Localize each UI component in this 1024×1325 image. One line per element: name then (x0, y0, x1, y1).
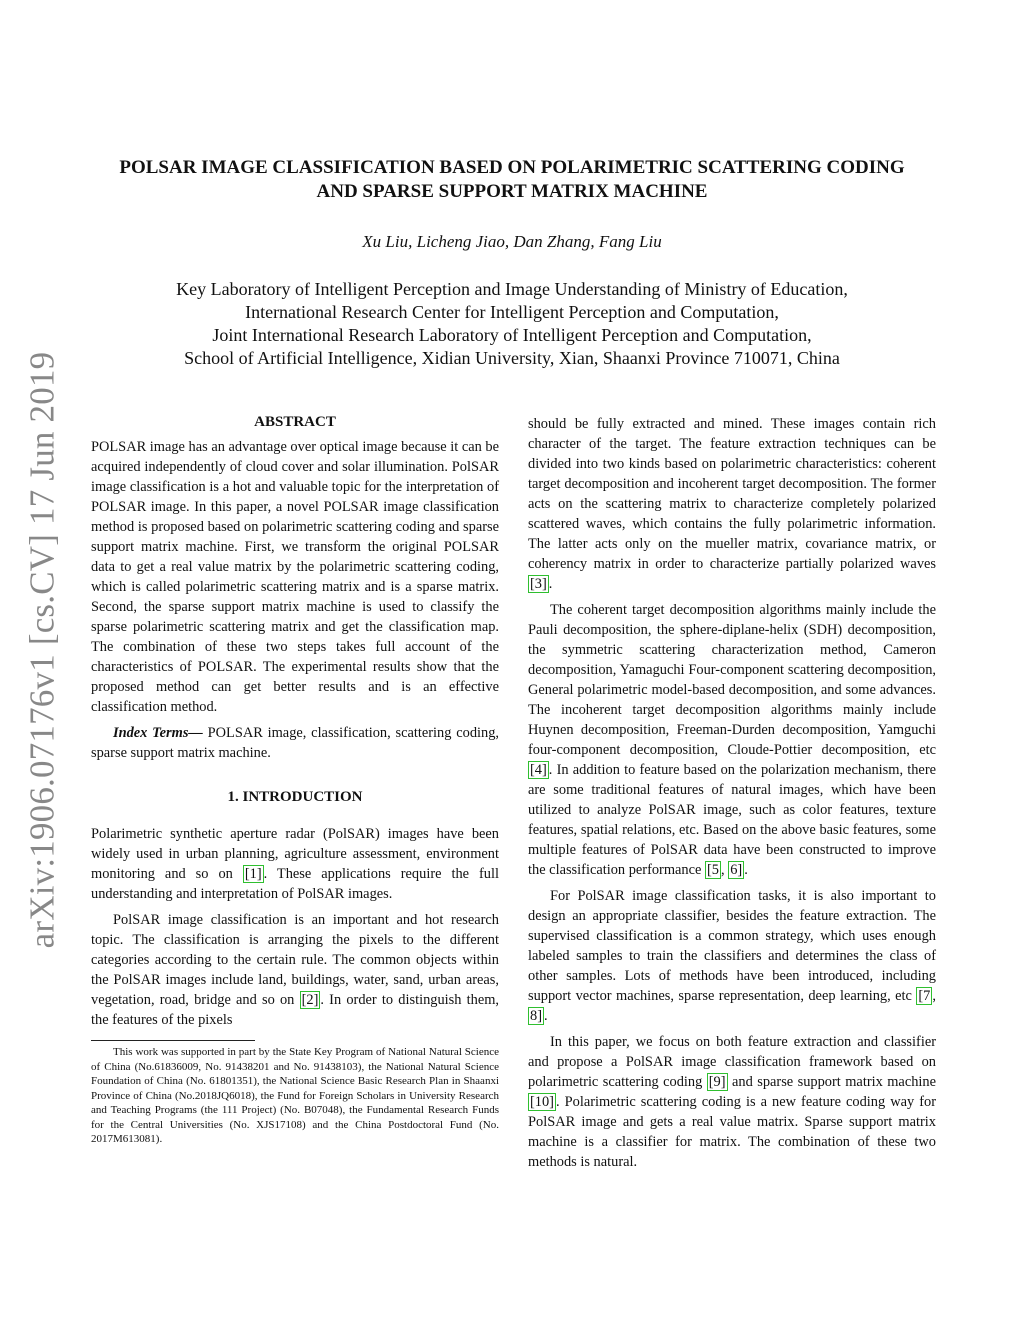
right-p4-end: . Polarimetric scattering coding is a new feature coding way for PolSAR image and gets a real value matrix. Sparse support matrix machine is a classifier for matrix. The combination of these two methods is natural. (528, 1094, 936, 1170)
right-p3-end: . (544, 1008, 548, 1024)
right-paragraph-4 (528, 1032, 936, 1172)
affiliation-line: Key Laboratory of Intelligent Perception and Image Understanding of Ministry of Education, (176, 279, 848, 299)
citation-link[interactable]: [4] (530, 762, 547, 778)
citation-link[interactable]: [7 (918, 988, 931, 1004)
intro-paragraph-1 (91, 824, 499, 904)
index-terms-label: Index Terms— (113, 725, 203, 741)
citation-link[interactable]: [3] (530, 576, 547, 592)
right-p4-text: In this paper, we focus on both feature extraction and classifier and propose a PolSAR image classification framework based on polarimetric scattering coding (528, 1034, 936, 1090)
abstract-heading: ABSTRACT (254, 414, 336, 430)
paper-title (90, 156, 934, 204)
index-terms (91, 723, 499, 763)
citation-link[interactable]: [5 (707, 862, 720, 878)
arxiv-sidebar (12, 340, 72, 960)
arxiv-identifier: arXiv:1906.07176v1 [cs.CV] 17 Jun 2019 (22, 351, 62, 949)
affiliation-line: International Research Center for Intelligent Perception and Computation, (245, 302, 779, 322)
citation-link[interactable]: [9] (708, 1074, 726, 1090)
title-line-1: POLSAR IMAGE CLASSIFICATION BASED ON POLARIMETRIC SCATTERING CODING (119, 157, 905, 178)
title-line-2: AND SPARSE SUPPORT MATRIX MACHINE (316, 181, 708, 202)
affiliation-line: Joint International Research Laboratory of Intelligent Perception and Computation, (212, 325, 812, 345)
right-p3-text: For PolSAR image classification tasks, it is also important to design an appropriate classifier, besides the feature extraction. The supervised classification is a common strategy, which uses enough labeled samples to train the classifiers and determines the class of other samples. Lots of methods have been introduced, including support vector machines, sparse representation, deep learning, etc (528, 888, 936, 1004)
right-paragraph-3: For PolSAR image classification tasks, it is also important to design an appropriate classifier, besides the feature extraction. The supervised classification is a common strategy, which uses enough labeled samples to train the classifiers and determines the class of other samples. Lots of methods have been introduced, including support vector machines, sparse representation, deep learning, etc [7 , 8] . (528, 888, 936, 1024)
right-p4-mid: and sparse support matrix machine (732, 1074, 936, 1090)
intro-p1-text: Polarimetric synthetic aperture radar (PolSAR) images have been widely used in urban planning, agriculture assessment, environment monitoring and so on (91, 826, 499, 882)
affiliation-block (90, 278, 934, 370)
citation-link[interactable]: 6] (730, 862, 743, 878)
intro-p1-end: . These applications require the full understanding and interpretation of PolSAR images. (91, 866, 500, 902)
footnote-divider (91, 1040, 255, 1041)
citation-link[interactable]: [10] (530, 1094, 554, 1110)
intro-p2-end: . In order to distinguish them, the features of the pixels (91, 992, 500, 1028)
right-column (528, 414, 936, 1172)
citation-link[interactable]: 8] (530, 1008, 542, 1024)
intro-p2-text: PolSAR image classification is an important and hot research topic. The classification is arranging the pixels to the different categories according to the certain rule. The common objects within the PolSAR images include land, buildings, water, sand, urban areas, vegetation, road, bridge and so on (91, 912, 499, 1008)
citation-link[interactable]: [2] (301, 992, 319, 1008)
index-terms-text: POLSAR image, classification, scattering coding, sparse support matrix machine. (91, 725, 499, 761)
affiliation-line: School of Artificial Intelligence, Xidian University, Xian, Shaanxi Province 710071, China (184, 348, 840, 368)
right-p2-text: The coherent target decomposition algorithms mainly include the Pauli decomposition, the sphere-diplane-helix (SDH) decomposition, the symmetric scattering characterization method, Cameron decomposition, Yamaguchi Four-component scattering decomposition, General polarimetric model-based decomposition, and some advances. The incoherent target decomposition algorithms mainly include Huynen decomposition, Freeman-Durden decomposition, Yamguchi four-component decomposition, Cloude-Pottier decomposition, etc (528, 602, 936, 758)
right-p1-end: . (548, 576, 553, 592)
introduction-heading: 1. INTRODUCTION (227, 789, 363, 805)
right-p1-text: should be fully extracted and mined. These images contain rich character of the target. The feature extraction techniques can be divided into two kinds based on polarimetric characteristics: coherent target decomposition and incoherent target decomposition. The former acts on the scattering matrix to characterize completely polarized scattered waves, which contains the fully polarimetric information. The latter acts only on the mueller matrix, covariance matrix, or coherency matrix in order to characterize partially polarized waves (528, 416, 936, 572)
right-p2-mid: . In addition to feature based on the polarization mechanism, there are some traditional features of natural images, which have been utilized to analyze PolSAR image, such as color features, texture features, spatial relations, etc. Based on the above basic features, some multiple features of PolSAR data have been constructed to improve the classification performance (528, 762, 936, 878)
funding-footnote: This work was supported in part by the State Key Program of National Natural Science of China (No.61836009, No. 91438201 and No. 91438103), the National Natural Science Foundation of China (No. 61801351), the National Science Basic Research Plan in Shaanxi Province of China (No.2018JQ6018), the Fund for Foreign Scholars in University Research and Teaching Programs (the 111 Project) (No. B07048), the Fundamental Research Funds for the Central Universities (No. XJS17108) and the China Postdoctoral Fund (No. 2017M613081). (91, 1046, 499, 1145)
left-column (91, 414, 499, 1147)
authors: Xu Liu, Licheng Jiao, Dan Zhang, Fang Liu (362, 232, 662, 251)
right-paragraph-2: The coherent target decomposition algorithms mainly include the Pauli decomposition, the sphere-diplane-helix (SDH) decomposition, the symmetric scattering characterization method, Cameron decomposition, Yamaguchi Four-component scattering decomposition, General polarimetric model-based decomposition, and some advances. The incoherent target decomposition algorithms mainly include Huynen decomposition, Freeman-Durden decomposition, Yamguchi four-component decomposition, Cloude-Pottier decomposition, etc [4] . In addition to feature based on the polarization mechanism, there are some traditional features of natural images, which have been utilized to analyze PolSAR image, such as color features, texture features, spatial relations, etc. Based on the above basic features, some multiple features of PolSAR data have been constructed to improve the classification performance [5 , 6] . (528, 602, 936, 878)
right-p2-end: . (744, 862, 748, 878)
abstract-text: POLSAR image has an advantage over optical image because it can be acquired independently of cloud cover and solar illumination. PolSAR image classification is a hot and valuable topic for the interpretation of POLSAR image. In this paper, a novel POLSAR image classification method is proposed based on polarimetric scattering coding and sparse support matrix machine. First, we transform the original POLSAR data to get a real value matrix by the polarimetric scattering coding, which is called polarimetric scattering matrix and is a sparse matrix. Second, the sparse support matrix machine is used to classify the sparse polarimetric scattering matrix and get the classification map. The combination of these two steps takes full account of the characteristics of POLSAR. The experimental results show that the proposed method can get better results and is an effective classification method. (91, 439, 499, 715)
citation-link[interactable]: [1] (244, 866, 262, 882)
intro-paragraph-2 (91, 910, 499, 1030)
right-paragraph-1 (528, 414, 936, 594)
